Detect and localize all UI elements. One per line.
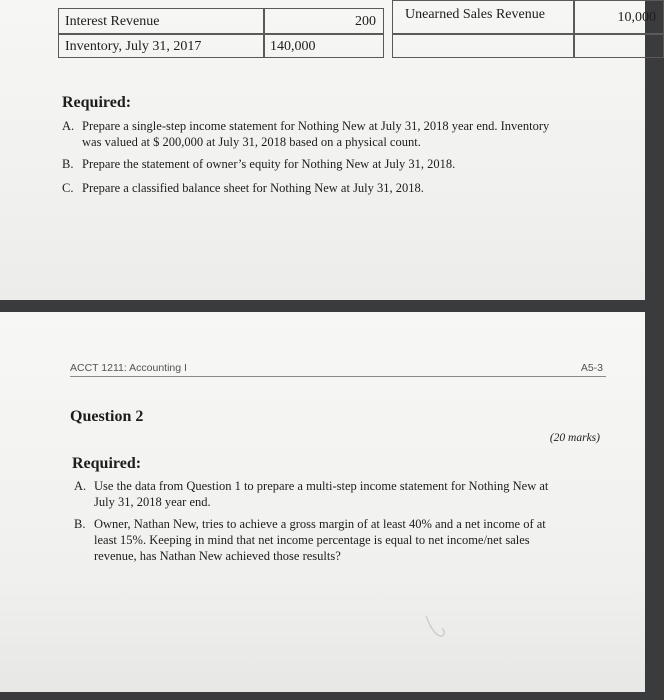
requirement-letter: A.: [74, 479, 87, 493]
page-number: A5-3: [580, 362, 603, 374]
ledger-cell-empty: [574, 34, 664, 58]
required-heading: Required:: [62, 94, 132, 111]
interest-revenue-amount: 200: [355, 14, 376, 29]
requirement-text: Owner, Nathan New, tries to achieve a gross margin of at least 40% and a net income of at: [94, 517, 546, 531]
interest-revenue-label: Interest Revenue: [65, 14, 160, 29]
requirement-c: [62, 180, 622, 198]
requirement-text: revenue, has Nathan New achieved those results?: [94, 549, 341, 563]
marks-label: (20 marks): [549, 432, 600, 444]
requirement-letter: B.: [62, 157, 74, 171]
requirement-text: Prepare a classified balance sheet for Nothing New at July 31, 2018.: [82, 181, 424, 195]
inventory-2017-label: Inventory, July 31, 2017: [65, 39, 202, 54]
document-page-bottom: [0, 312, 645, 692]
ledger-cell-label: [58, 8, 264, 34]
ledger-cell-amount: [574, 0, 664, 34]
requirement-text: least 15%. Keeping in mind that net income percentage is equal to net income/net sales: [94, 533, 530, 547]
ledger-table: [58, 0, 656, 62]
requirement-b: [74, 516, 614, 566]
requirement-text: July 31, 2018 year end.: [94, 495, 211, 509]
requirement-a: [74, 478, 614, 512]
document-page-top: [0, 0, 656, 300]
ledger-cell-empty: [392, 34, 574, 58]
required-heading: Required:: [72, 455, 142, 472]
inventory-2017-amount: 140,000: [270, 39, 316, 54]
requirement-text: was valued at $ 200,000 at July 31, 2018 based on a physical count.: [82, 135, 421, 149]
unearned-sales-revenue-amount: 10,000: [617, 10, 656, 25]
question-title: Question 2: [70, 408, 144, 425]
requirement-text: Prepare the statement of owner’s equity for Nothing New at July 31, 2018.: [82, 157, 456, 171]
requirement-b: [62, 156, 622, 174]
ledger-cell-label: [392, 0, 574, 34]
requirement-letter: C.: [62, 181, 74, 195]
unearned-sales-revenue-label: Unearned Sales Revenue: [405, 7, 545, 22]
requirement-letter: B.: [74, 517, 86, 531]
requirement-a: [62, 118, 622, 152]
ledger-cell-label: [58, 34, 264, 58]
requirement-text: Use the data from Question 1 to prepare a multi-step income statement for Nothing New at: [94, 479, 549, 493]
ledger-cell-amount: [264, 8, 384, 34]
requirement-text: Prepare a single-step income statement for Nothing New at July 31, 2018 year end. Inventory: [82, 119, 550, 133]
pencil-mark-icon: [420, 612, 450, 642]
requirement-letter: A.: [62, 119, 75, 133]
ledger-cell-amount: [264, 34, 384, 58]
header-divider: [70, 376, 606, 377]
course-header: ACCT 1211: Accounting I: [70, 362, 187, 374]
